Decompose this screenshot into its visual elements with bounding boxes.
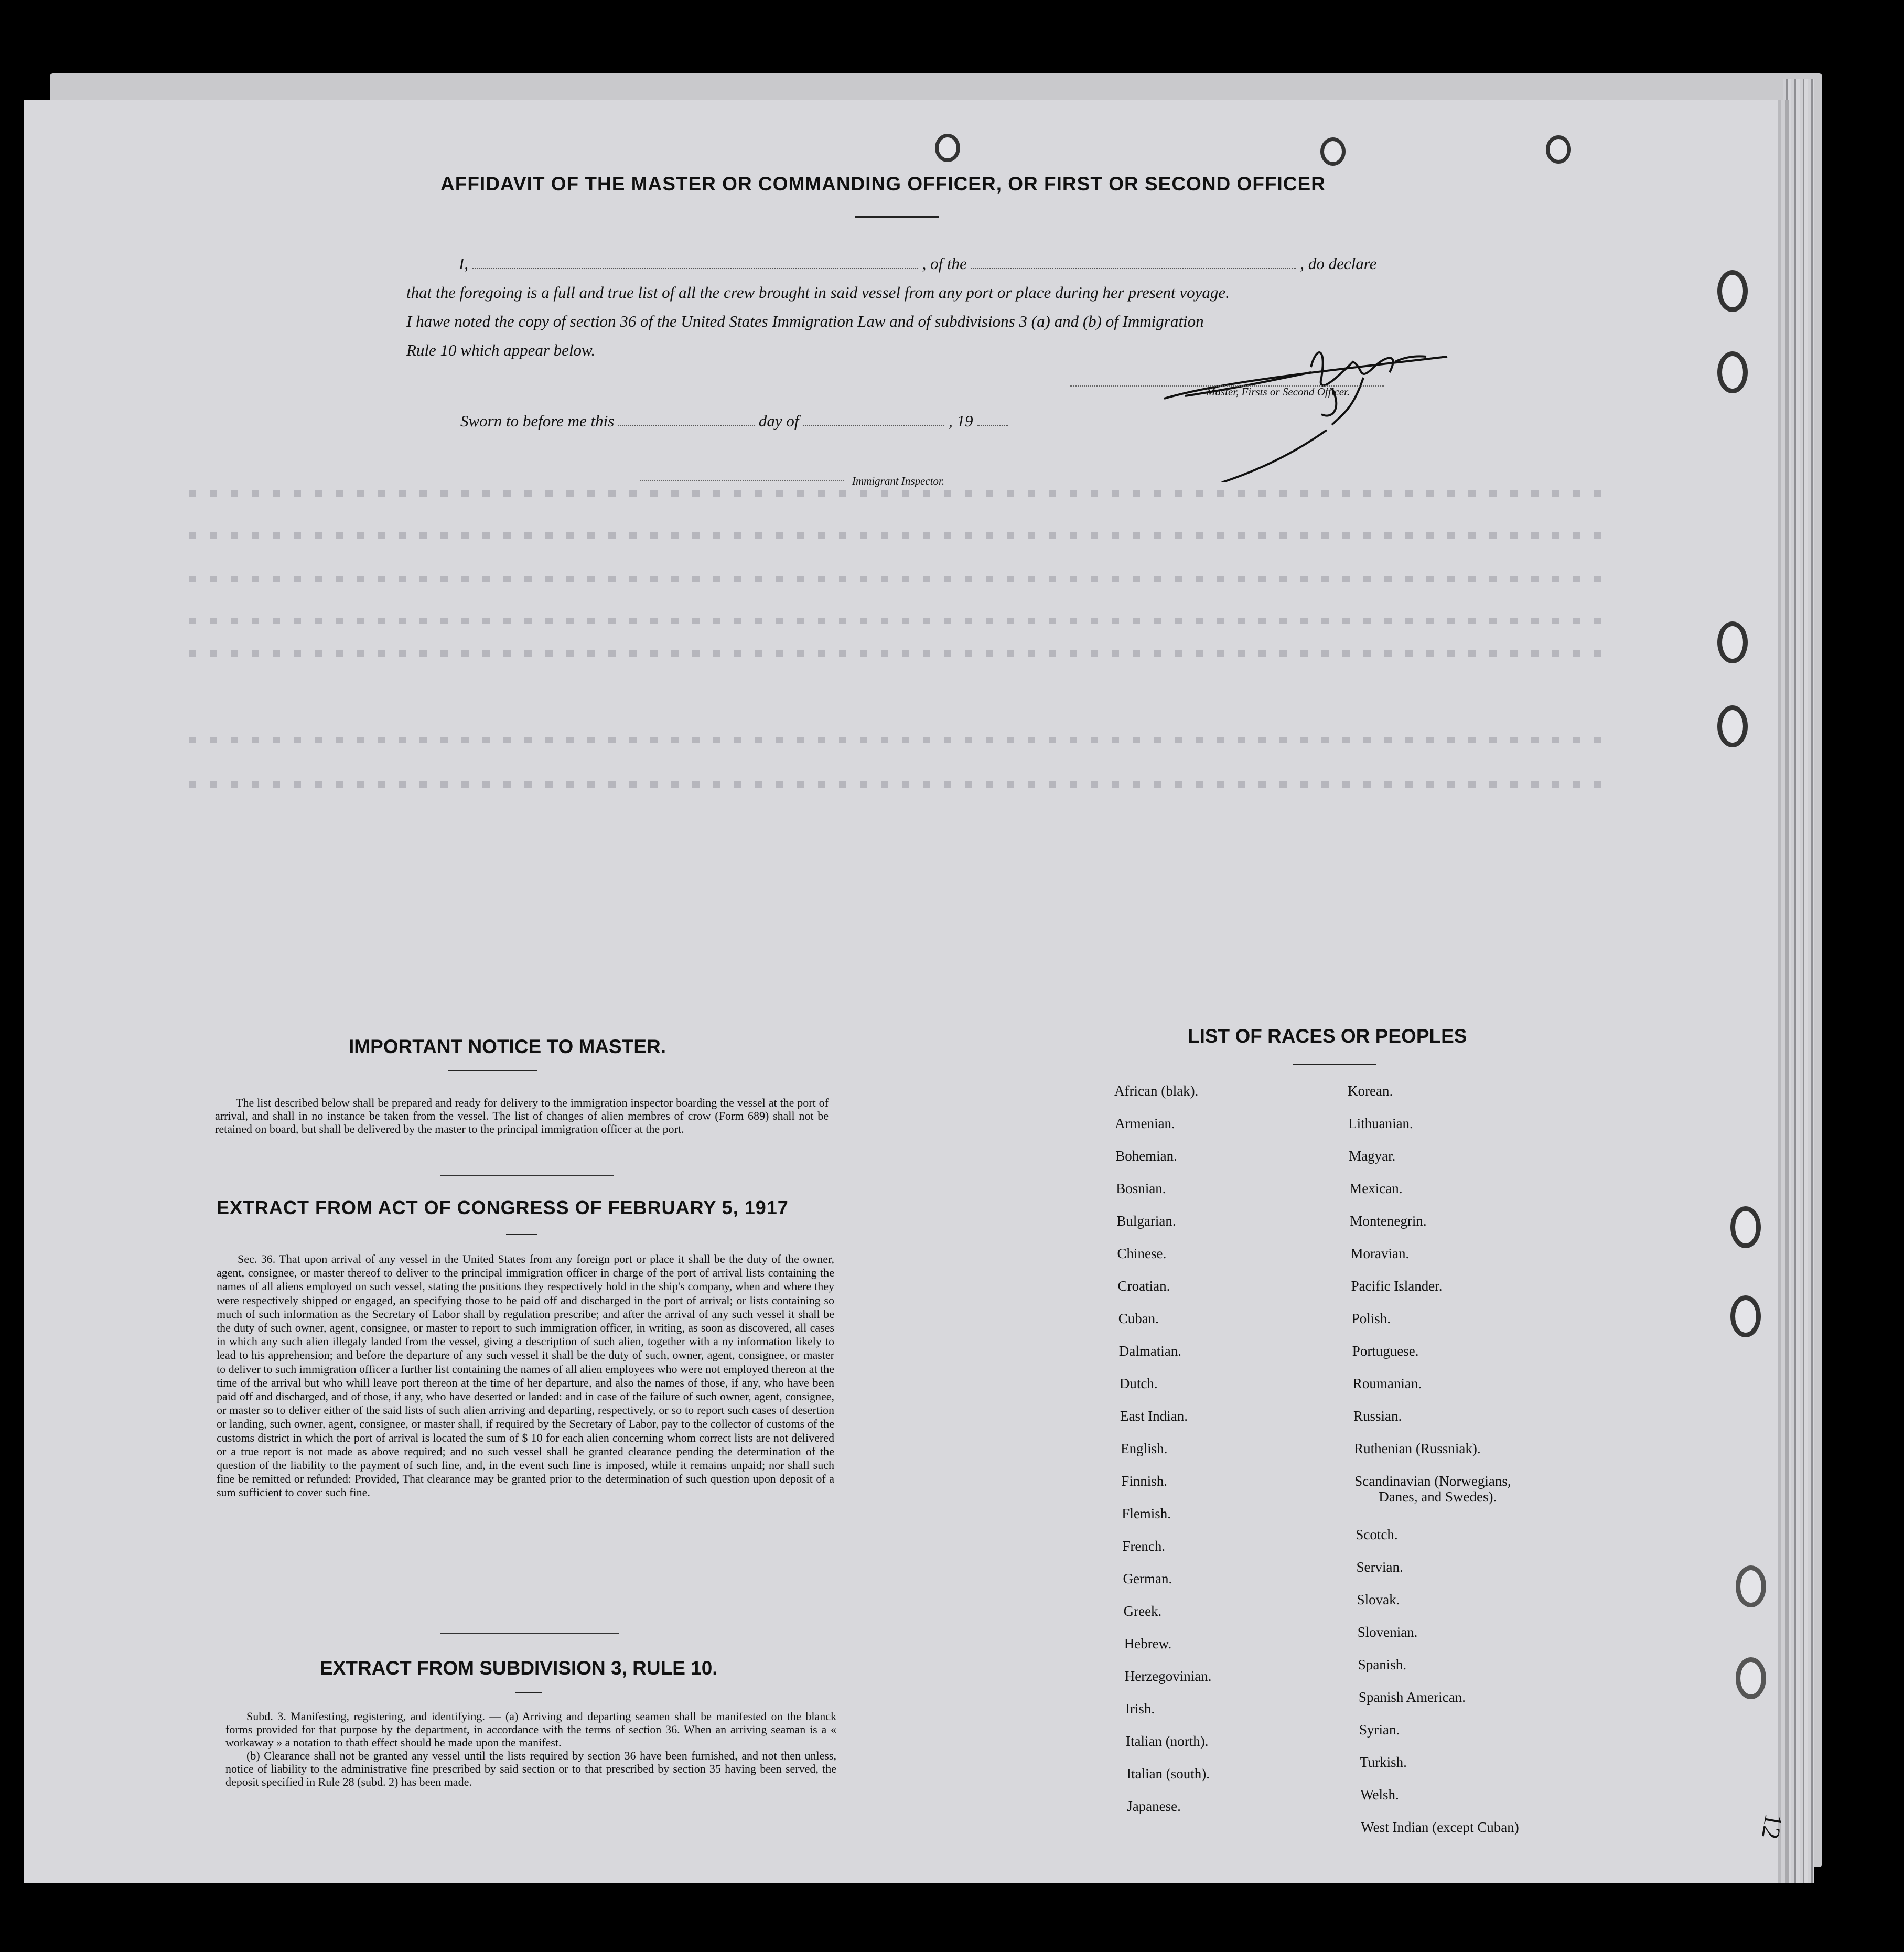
bleed-through-row xyxy=(189,618,1605,624)
race-item: Dutch. xyxy=(1119,1376,1158,1391)
race-item: Herzegovinian. xyxy=(1124,1668,1212,1684)
title-rule xyxy=(855,216,939,218)
race-item: Pacific Islander. xyxy=(1351,1278,1443,1294)
punch-hole xyxy=(1717,270,1748,312)
race-item: Montenegrin. xyxy=(1350,1213,1427,1229)
affidavit-line-1 xyxy=(406,249,1382,278)
affidavit-line-4: Rule 10 which appear below. xyxy=(406,341,596,359)
race-item: Korean. xyxy=(1348,1083,1393,1099)
race-item: Welsh. xyxy=(1360,1787,1399,1803)
race-item: Greek. xyxy=(1123,1603,1162,1619)
race-item: Flemish. xyxy=(1122,1506,1171,1521)
race-item: Lithuanian. xyxy=(1348,1116,1413,1131)
punch-hole xyxy=(935,134,960,162)
punch-hole xyxy=(1717,621,1748,663)
race-item: Servian. xyxy=(1356,1559,1403,1575)
affidavit-title: AFFIDAVIT OF THE MASTER OR COMMANDING OFFICER, OR FIRST OR SECOND OFFICER xyxy=(440,173,1326,195)
race-item: Spanish American. xyxy=(1358,1689,1466,1705)
section-divider xyxy=(440,1633,619,1634)
race-item: German. xyxy=(1123,1571,1172,1586)
race-item: Spanish. xyxy=(1358,1657,1407,1672)
race-item: Bulgarian. xyxy=(1116,1213,1176,1229)
punch-hole xyxy=(1736,1565,1766,1607)
bleed-through-row xyxy=(189,490,1605,497)
race-item: Syrian. xyxy=(1359,1722,1400,1738)
declarant-name-field[interactable] xyxy=(472,255,918,269)
race-item: Portuguese. xyxy=(1352,1343,1419,1359)
subdivision-3-para-b: (b) Clearance shall not be granted any vessel until the lists required by section 36 have been furnished, and not then unless, notice of liability to the administrative fine prescribed by said section or to that prescribed by section 35 having been served, the deposit specified in Rule 28 (subd. 2) has been made. xyxy=(225,1749,836,1788)
sworn-year-field[interactable] xyxy=(977,413,1008,426)
extract-act-title: EXTRACT FROM ACT OF CONGRESS OF FEBRUARY 5, 1917 xyxy=(217,1197,789,1218)
race-item: Roumanian. xyxy=(1352,1376,1422,1391)
handwritten-signature xyxy=(1154,336,1479,482)
race-item: Danes, and Swedes). xyxy=(1379,1489,1497,1505)
race-item: West Indian (except Cuban) xyxy=(1361,1819,1519,1835)
race-item: East Indian. xyxy=(1120,1408,1188,1424)
punch-hole xyxy=(1546,135,1571,164)
race-item: Ruthenian (Russniak). xyxy=(1354,1441,1481,1456)
affidavit-line-3: I hawe noted the copy of section 36 of the United States Immigration Law and of subdivisions 3 (a) and (b) of Immigration xyxy=(406,312,1204,330)
race-item: Slovenian. xyxy=(1357,1624,1418,1640)
signature-label: Master, Firsts or Second Officer. xyxy=(1206,385,1350,398)
bleed-through-row xyxy=(189,576,1605,582)
form-page xyxy=(24,100,1778,1883)
ornament-rule xyxy=(515,1692,542,1693)
affidavit-line-2: that the foregoing is a full and true list of all the crew brought in said vessel from any port or place during her present voyage. xyxy=(406,283,1230,302)
race-item: Scotch. xyxy=(1356,1527,1398,1542)
race-item: Italian (south). xyxy=(1126,1766,1210,1782)
section-divider xyxy=(440,1175,614,1176)
race-item: Slovak. xyxy=(1357,1592,1400,1607)
vessel-name-field[interactable] xyxy=(971,255,1296,269)
year-text: , 19 xyxy=(948,412,973,430)
punch-hole xyxy=(1730,1295,1761,1337)
race-item: Chinese. xyxy=(1117,1246,1167,1261)
race-item: Magyar. xyxy=(1349,1148,1396,1164)
bleed-through-row xyxy=(189,781,1605,788)
race-item: Turkish. xyxy=(1360,1754,1407,1770)
punch-hole xyxy=(1320,137,1346,166)
punch-hole xyxy=(1717,351,1748,393)
declare-text: , do declare xyxy=(1300,254,1377,273)
race-item: Japanese. xyxy=(1127,1798,1181,1814)
declarant-prefix: I, xyxy=(459,254,469,273)
race-item: Russian. xyxy=(1353,1408,1402,1424)
ornament-rule xyxy=(506,1234,537,1235)
race-item: French. xyxy=(1122,1538,1166,1554)
extract-rule-title: EXTRACT FROM SUBDIVISION 3, RULE 10. xyxy=(320,1657,718,1679)
bleed-through-row xyxy=(189,532,1605,539)
subdivision-3-text xyxy=(225,1710,836,1788)
race-item: English. xyxy=(1121,1441,1168,1456)
race-item: Bosnian. xyxy=(1116,1181,1166,1196)
punch-hole xyxy=(1736,1657,1766,1699)
race-item: Bohemian. xyxy=(1115,1148,1177,1164)
race-item: Polish. xyxy=(1351,1311,1391,1326)
race-item: Mexican. xyxy=(1349,1181,1403,1196)
day-of-text: day of xyxy=(758,412,799,430)
ornament-rule xyxy=(448,1070,537,1071)
sworn-text: Sworn to before me this xyxy=(460,412,615,430)
stacked-page-edges xyxy=(1783,79,1814,1883)
inspector-signature-line[interactable] xyxy=(640,480,844,481)
subdivision-3-para-a: Subd. 3. Manifesting, registering, and identifying. — (a) Arriving and departing seamen shall be manifested on the blanck forms provided for that purpose by the department, in accordance with the terms of section 36. When an arriving seaman is a « workaway » a notation to thath effect should be made upon the manifest. xyxy=(225,1710,836,1749)
sworn-month-field[interactable] xyxy=(803,413,944,426)
races-title: LIST OF RACES OR PEOPLES xyxy=(1188,1025,1467,1047)
notice-text: The list described below shall be prepared and ready for delivery to the immigration inspector boarding the vessel at the port of arrival, and shall in no instance be taken from the vessel. The list of changes of alien membres of crow (Form 689) shall not be retained on board, but shall be delivered by the master to the principal immigration officer at the port. xyxy=(215,1096,829,1135)
race-item: Croatian. xyxy=(1117,1278,1170,1294)
race-item: Finnish. xyxy=(1121,1473,1167,1489)
bleed-through-row xyxy=(189,650,1605,657)
race-item: Irish. xyxy=(1125,1701,1155,1717)
race-item: Italian (north). xyxy=(1126,1733,1209,1749)
race-item: Scandinavian (Norwegians, xyxy=(1354,1473,1511,1489)
race-item: Dalmatian. xyxy=(1118,1343,1182,1359)
punch-hole xyxy=(1717,705,1748,747)
race-item: Hebrew. xyxy=(1124,1636,1172,1651)
punch-hole xyxy=(1730,1206,1761,1248)
section-36-text: Sec. 36. That upon arrival of any vessel in the United States from any foreign port or place it shall be the duty of the owner, agent, consignee, or master thereof to deliver to the principal immigration officer in charge of the port of arrival lists containing the names of all aliens employed on such vessel, stating the positions they respectively hold in the ship's company, when and where they were respectively shipped or engaged, an specifying those to be paid off and discharged in the port of arrival; or lists containing so much of such information as the Secretary of Labor shall by regulation prescribe; and after the arrival of any such vessel it shall be the duty of such owner, agent, consignee, or master to report to such immigration officer, in writing, as soon as discovered, all cases in which any such alien illegaly landed from the vessel, giving a description of such alien, together with a ny information likely to lead to his apprehension; and before the departure of any such vessel it shall be the duty of such, owner, agent, consignee, or master to deliver to such immigration officer a further list containing the names of all alien employees who were not employed thereon at the time of the arrival but who whill leave port thereon at the time of her departure, and also the names of those, if any, who have been paid off and discharged, and of those, if any, who have deserted or landed: and in case of the failure of such owner, agent, consignee, or master so to deliver either of the said lists of such alien arriving and departing, respectively, or so to report such cases of desertion or landing, such owner, agent, consignee, or master shall, if required by the Secretary of Labor, pay to the collector of customs of the customs district in which the port of arrival is located the sum of $ 10 for each alien concerning whom correct lists are not delivered or a true report is not made as above required; and no such vessel shall be granted clearance pending the determination of the question of the liability to the payment of such fine, and, in the event such fine is imposed, while it remains unpaid; nor shall such fine be remitted or refunded: Provided, That clearance may be granted prior to the determination of such question upon deposit of a sum sufficient to cover such fine. xyxy=(217,1252,834,1499)
bleed-through-row xyxy=(189,737,1605,743)
inspector-label: Immigrant Inspector. xyxy=(852,475,945,487)
page-number: 12 xyxy=(1756,1811,1788,1841)
sworn-day-field[interactable] xyxy=(618,413,755,426)
sworn-line xyxy=(460,412,1008,431)
notice-title: IMPORTANT NOTICE TO MASTER. xyxy=(349,1036,666,1057)
race-item: Moravian. xyxy=(1350,1246,1410,1261)
races-title-rule xyxy=(1293,1064,1376,1065)
race-item: Cuban. xyxy=(1118,1311,1159,1326)
race-item: Armenian. xyxy=(1115,1116,1175,1131)
vessel-prefix: , of the xyxy=(922,254,967,273)
race-item: African (blak). xyxy=(1114,1083,1199,1099)
